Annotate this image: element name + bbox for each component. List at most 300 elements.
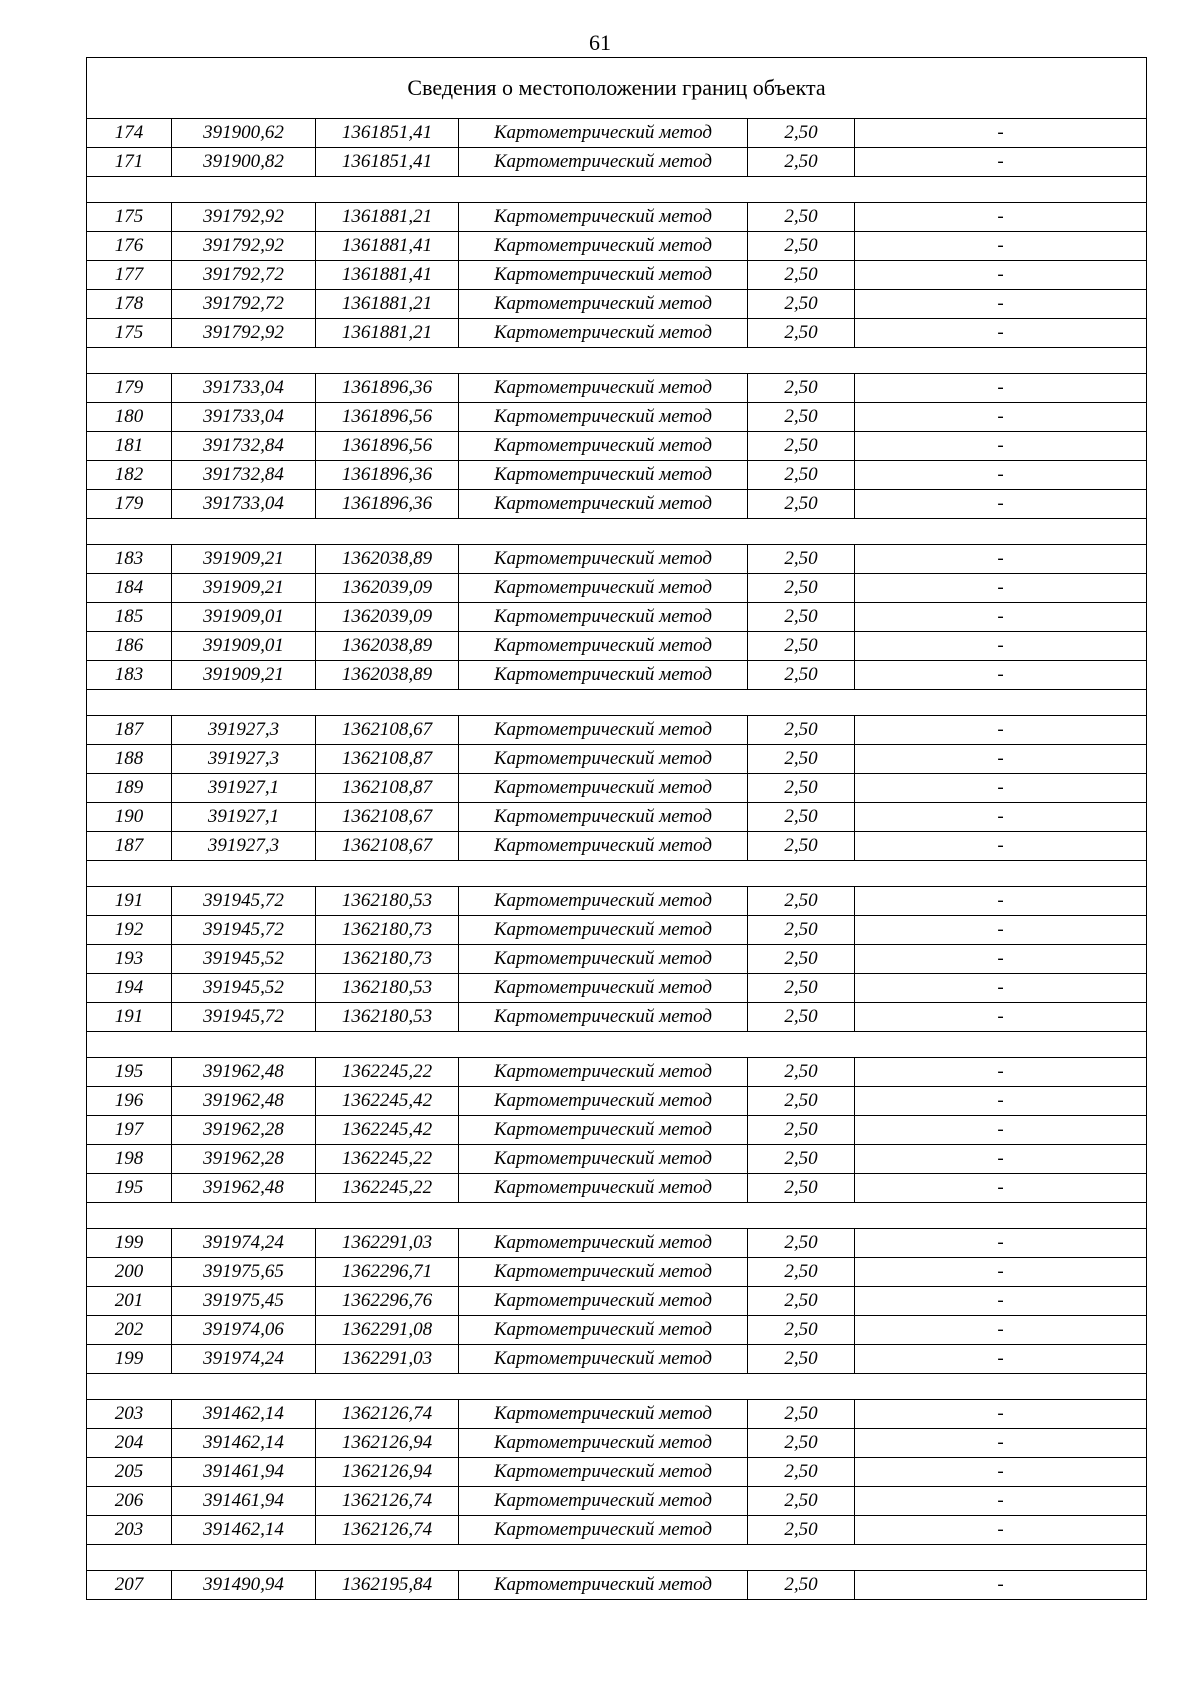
table-row — [87, 916, 1147, 945]
description-cell: - — [855, 1429, 1147, 1458]
y-coordinate-cell: 1362039,09 — [316, 574, 459, 603]
group-separator-row — [87, 1032, 1147, 1058]
method-cell: Картометрический метод — [459, 1516, 748, 1545]
y-coordinate-cell: 1362038,89 — [316, 632, 459, 661]
x-coordinate-cell: 391927,3 — [172, 716, 316, 745]
accuracy-cell: 2,50 — [748, 1316, 855, 1345]
table-row — [87, 1087, 1147, 1116]
point-number-cell: 179 — [87, 374, 172, 403]
table-row — [87, 632, 1147, 661]
accuracy-cell: 2,50 — [748, 1058, 855, 1087]
point-number-cell: 175 — [87, 203, 172, 232]
table-row — [87, 574, 1147, 603]
point-number-cell: 194 — [87, 974, 172, 1003]
x-coordinate-cell: 391974,24 — [172, 1229, 316, 1258]
point-number-cell: 181 — [87, 432, 172, 461]
point-number-cell: 204 — [87, 1429, 172, 1458]
y-coordinate-cell: 1361896,36 — [316, 374, 459, 403]
point-number-cell: 187 — [87, 716, 172, 745]
accuracy-cell: 2,50 — [748, 1003, 855, 1032]
point-number-cell: 207 — [87, 1571, 172, 1600]
y-coordinate-cell: 1361881,21 — [316, 319, 459, 348]
x-coordinate-cell: 391975,45 — [172, 1287, 316, 1316]
description-cell: - — [855, 945, 1147, 974]
x-coordinate-cell: 391909,21 — [172, 574, 316, 603]
group-separator-row — [87, 1374, 1147, 1400]
point-number-cell: 196 — [87, 1087, 172, 1116]
accuracy-cell: 2,50 — [748, 716, 855, 745]
accuracy-cell: 2,50 — [748, 832, 855, 861]
accuracy-cell: 2,50 — [748, 1145, 855, 1174]
method-cell: Картометрический метод — [459, 232, 748, 261]
description-cell: - — [855, 1316, 1147, 1345]
description-cell: - — [855, 203, 1147, 232]
y-coordinate-cell: 1362180,73 — [316, 945, 459, 974]
y-coordinate-cell: 1362126,94 — [316, 1458, 459, 1487]
method-cell: Картометрический метод — [459, 745, 748, 774]
point-number-cell: 202 — [87, 1316, 172, 1345]
description-cell: - — [855, 1345, 1147, 1374]
method-cell: Картометрический метод — [459, 661, 748, 690]
accuracy-cell: 2,50 — [748, 1116, 855, 1145]
accuracy-cell: 2,50 — [748, 1429, 855, 1458]
accuracy-cell: 2,50 — [748, 261, 855, 290]
x-coordinate-cell: 391945,72 — [172, 916, 316, 945]
x-coordinate-cell: 391909,21 — [172, 661, 316, 690]
accuracy-cell: 2,50 — [748, 290, 855, 319]
point-number-cell: 200 — [87, 1258, 172, 1287]
accuracy-cell: 2,50 — [748, 319, 855, 348]
method-cell: Картометрический метод — [459, 119, 748, 148]
description-cell: - — [855, 319, 1147, 348]
table-row — [87, 1058, 1147, 1087]
description-cell: - — [855, 545, 1147, 574]
x-coordinate-cell: 391974,06 — [172, 1316, 316, 1345]
table-row — [87, 1487, 1147, 1516]
group-separator-row — [87, 519, 1147, 545]
boundary-table — [86, 57, 1147, 1600]
description-cell: - — [855, 974, 1147, 1003]
method-cell: Картометрический метод — [459, 1258, 748, 1287]
method-cell: Картометрический метод — [459, 974, 748, 1003]
method-cell: Картометрический метод — [459, 945, 748, 974]
table-row — [87, 403, 1147, 432]
point-number-cell: 185 — [87, 603, 172, 632]
table-row — [87, 148, 1147, 177]
x-coordinate-cell: 391927,3 — [172, 745, 316, 774]
x-coordinate-cell: 391927,1 — [172, 803, 316, 832]
y-coordinate-cell: 1362296,71 — [316, 1258, 459, 1287]
x-coordinate-cell: 391962,48 — [172, 1058, 316, 1087]
accuracy-cell: 2,50 — [748, 1258, 855, 1287]
point-number-cell: 186 — [87, 632, 172, 661]
point-number-cell: 179 — [87, 490, 172, 519]
description-cell: - — [855, 1516, 1147, 1545]
method-cell: Картометрический метод — [459, 1116, 748, 1145]
method-cell: Картометрический метод — [459, 432, 748, 461]
x-coordinate-cell: 391792,92 — [172, 232, 316, 261]
y-coordinate-cell: 1361881,41 — [316, 232, 459, 261]
method-cell: Картометрический метод — [459, 319, 748, 348]
x-coordinate-cell: 391792,92 — [172, 319, 316, 348]
description-cell: - — [855, 774, 1147, 803]
table-row — [87, 1516, 1147, 1545]
method-cell: Картометрический метод — [459, 461, 748, 490]
separator-cell — [87, 861, 1147, 887]
y-coordinate-cell: 1362108,67 — [316, 716, 459, 745]
accuracy-cell: 2,50 — [748, 1087, 855, 1116]
y-coordinate-cell: 1362039,09 — [316, 603, 459, 632]
accuracy-cell: 2,50 — [748, 661, 855, 690]
accuracy-cell: 2,50 — [748, 1458, 855, 1487]
accuracy-cell: 2,50 — [748, 432, 855, 461]
accuracy-cell: 2,50 — [748, 603, 855, 632]
x-coordinate-cell: 391461,94 — [172, 1487, 316, 1516]
x-coordinate-cell: 391962,48 — [172, 1087, 316, 1116]
description-cell: - — [855, 403, 1147, 432]
point-number-cell: 203 — [87, 1516, 172, 1545]
description-cell: - — [855, 1058, 1147, 1087]
point-number-cell: 177 — [87, 261, 172, 290]
x-coordinate-cell: 391461,94 — [172, 1458, 316, 1487]
accuracy-cell: 2,50 — [748, 1516, 855, 1545]
boundary-table-container — [86, 57, 1146, 1600]
method-cell: Картометрический метод — [459, 148, 748, 177]
method-cell: Картометрический метод — [459, 574, 748, 603]
method-cell: Картометрический метод — [459, 290, 748, 319]
separator-cell — [87, 1203, 1147, 1229]
description-cell: - — [855, 887, 1147, 916]
table-row — [87, 1429, 1147, 1458]
method-cell: Картометрический метод — [459, 490, 748, 519]
accuracy-cell: 2,50 — [748, 374, 855, 403]
table-row — [87, 887, 1147, 916]
x-coordinate-cell: 391792,72 — [172, 290, 316, 319]
point-number-cell: 189 — [87, 774, 172, 803]
x-coordinate-cell: 391927,3 — [172, 832, 316, 861]
group-separator-row — [87, 861, 1147, 887]
x-coordinate-cell: 391945,52 — [172, 945, 316, 974]
point-number-cell: 184 — [87, 574, 172, 603]
point-number-cell: 198 — [87, 1145, 172, 1174]
x-coordinate-cell: 391945,72 — [172, 887, 316, 916]
y-coordinate-cell: 1362291,08 — [316, 1316, 459, 1345]
table-row — [87, 774, 1147, 803]
description-cell: - — [855, 232, 1147, 261]
accuracy-cell: 2,50 — [748, 403, 855, 432]
accuracy-cell: 2,50 — [748, 1400, 855, 1429]
table-row — [87, 716, 1147, 745]
point-number-cell: 195 — [87, 1174, 172, 1203]
method-cell: Картометрический метод — [459, 803, 748, 832]
method-cell: Картометрический метод — [459, 1087, 748, 1116]
y-coordinate-cell: 1362245,42 — [316, 1116, 459, 1145]
y-coordinate-cell: 1362245,22 — [316, 1174, 459, 1203]
x-coordinate-cell: 391490,94 — [172, 1571, 316, 1600]
page-number: 61 — [589, 30, 611, 55]
y-coordinate-cell: 1361851,41 — [316, 119, 459, 148]
description-cell: - — [855, 490, 1147, 519]
y-coordinate-cell: 1361896,36 — [316, 461, 459, 490]
x-coordinate-cell: 391732,84 — [172, 461, 316, 490]
point-number-cell: 180 — [87, 403, 172, 432]
y-coordinate-cell: 1362291,03 — [316, 1345, 459, 1374]
method-cell: Картометрический метод — [459, 632, 748, 661]
point-number-cell: 205 — [87, 1458, 172, 1487]
x-coordinate-cell: 391900,62 — [172, 119, 316, 148]
description-cell: - — [855, 603, 1147, 632]
accuracy-cell: 2,50 — [748, 745, 855, 774]
description-cell: - — [855, 574, 1147, 603]
table-row — [87, 945, 1147, 974]
point-number-cell: 192 — [87, 916, 172, 945]
description-cell: - — [855, 661, 1147, 690]
y-coordinate-cell: 1362245,42 — [316, 1087, 459, 1116]
y-coordinate-cell: 1361896,56 — [316, 403, 459, 432]
point-number-cell: 182 — [87, 461, 172, 490]
separator-cell — [87, 1545, 1147, 1571]
y-coordinate-cell: 1362180,53 — [316, 887, 459, 916]
x-coordinate-cell: 391909,01 — [172, 603, 316, 632]
accuracy-cell: 2,50 — [748, 148, 855, 177]
description-cell: - — [855, 1116, 1147, 1145]
method-cell: Картометрический метод — [459, 832, 748, 861]
y-coordinate-cell: 1362291,03 — [316, 1229, 459, 1258]
point-number-cell: 171 — [87, 148, 172, 177]
separator-cell — [87, 1374, 1147, 1400]
x-coordinate-cell: 391945,72 — [172, 1003, 316, 1032]
accuracy-cell: 2,50 — [748, 203, 855, 232]
table-row — [87, 232, 1147, 261]
table-row — [87, 203, 1147, 232]
table-row — [87, 1287, 1147, 1316]
y-coordinate-cell: 1362108,67 — [316, 832, 459, 861]
method-cell: Картометрический метод — [459, 603, 748, 632]
accuracy-cell: 2,50 — [748, 974, 855, 1003]
y-coordinate-cell: 1362180,73 — [316, 916, 459, 945]
table-row — [87, 1116, 1147, 1145]
x-coordinate-cell: 391732,84 — [172, 432, 316, 461]
table-body — [87, 119, 1147, 1600]
table-row — [87, 1400, 1147, 1429]
table-row — [87, 1145, 1147, 1174]
group-separator-row — [87, 690, 1147, 716]
accuracy-cell: 2,50 — [748, 490, 855, 519]
table-row — [87, 803, 1147, 832]
method-cell: Картометрический метод — [459, 261, 748, 290]
description-cell: - — [855, 1287, 1147, 1316]
y-coordinate-cell: 1361881,21 — [316, 290, 459, 319]
accuracy-cell: 2,50 — [748, 574, 855, 603]
table-row — [87, 1229, 1147, 1258]
accuracy-cell: 2,50 — [748, 461, 855, 490]
table-row — [87, 490, 1147, 519]
accuracy-cell: 2,50 — [748, 887, 855, 916]
y-coordinate-cell: 1361881,21 — [316, 203, 459, 232]
point-number-cell: 199 — [87, 1345, 172, 1374]
x-coordinate-cell: 391792,72 — [172, 261, 316, 290]
y-coordinate-cell: 1361881,41 — [316, 261, 459, 290]
table-row — [87, 119, 1147, 148]
accuracy-cell: 2,50 — [748, 945, 855, 974]
method-cell: Картометрический метод — [459, 203, 748, 232]
x-coordinate-cell: 391962,48 — [172, 1174, 316, 1203]
description-cell: - — [855, 1258, 1147, 1287]
y-coordinate-cell: 1362126,74 — [316, 1487, 459, 1516]
table-row — [87, 974, 1147, 1003]
description-cell: - — [855, 1400, 1147, 1429]
y-coordinate-cell: 1362038,89 — [316, 661, 459, 690]
table-row — [87, 832, 1147, 861]
method-cell: Картометрический метод — [459, 1174, 748, 1203]
point-number-cell: 183 — [87, 661, 172, 690]
y-coordinate-cell: 1361896,36 — [316, 490, 459, 519]
method-cell: Картометрический метод — [459, 1429, 748, 1458]
y-coordinate-cell: 1361896,56 — [316, 432, 459, 461]
method-cell: Картометрический метод — [459, 1287, 748, 1316]
table-row — [87, 261, 1147, 290]
x-coordinate-cell: 391962,28 — [172, 1116, 316, 1145]
point-number-cell: 188 — [87, 745, 172, 774]
point-number-cell: 178 — [87, 290, 172, 319]
table-row — [87, 1258, 1147, 1287]
separator-cell — [87, 1032, 1147, 1058]
method-cell: Картометрический метод — [459, 774, 748, 803]
method-cell: Картометрический метод — [459, 1145, 748, 1174]
accuracy-cell: 2,50 — [748, 1229, 855, 1258]
table-row — [87, 319, 1147, 348]
point-number-cell: 174 — [87, 119, 172, 148]
x-coordinate-cell: 391909,01 — [172, 632, 316, 661]
point-number-cell: 197 — [87, 1116, 172, 1145]
point-number-cell: 199 — [87, 1229, 172, 1258]
method-cell: Картометрический метод — [459, 1487, 748, 1516]
table-row — [87, 461, 1147, 490]
x-coordinate-cell: 391462,14 — [172, 1429, 316, 1458]
accuracy-cell: 2,50 — [748, 1287, 855, 1316]
group-separator-row — [87, 1545, 1147, 1571]
separator-cell — [87, 690, 1147, 716]
method-cell: Картометрический метод — [459, 1458, 748, 1487]
description-cell: - — [855, 1458, 1147, 1487]
x-coordinate-cell: 391975,65 — [172, 1258, 316, 1287]
description-cell: - — [855, 832, 1147, 861]
description-cell: - — [855, 374, 1147, 403]
method-cell: Картометрический метод — [459, 1316, 748, 1345]
table-row — [87, 1174, 1147, 1203]
method-cell: Картометрический метод — [459, 403, 748, 432]
table-title: Сведения о местоположении границ объекта — [87, 58, 1147, 119]
x-coordinate-cell: 391909,21 — [172, 545, 316, 574]
point-number-cell: 191 — [87, 887, 172, 916]
method-cell: Картометрический метод — [459, 1400, 748, 1429]
method-cell: Картометрический метод — [459, 374, 748, 403]
description-cell: - — [855, 1229, 1147, 1258]
description-cell: - — [855, 1174, 1147, 1203]
y-coordinate-cell: 1362296,76 — [316, 1287, 459, 1316]
method-cell: Картометрический метод — [459, 716, 748, 745]
accuracy-cell: 2,50 — [748, 1174, 855, 1203]
description-cell: - — [855, 119, 1147, 148]
accuracy-cell: 2,50 — [748, 774, 855, 803]
accuracy-cell: 2,50 — [748, 1571, 855, 1600]
y-coordinate-cell: 1362195,84 — [316, 1571, 459, 1600]
x-coordinate-cell: 391462,14 — [172, 1400, 316, 1429]
method-cell: Картометрический метод — [459, 1058, 748, 1087]
x-coordinate-cell: 391945,52 — [172, 974, 316, 1003]
y-coordinate-cell: 1362126,74 — [316, 1516, 459, 1545]
method-cell: Картометрический метод — [459, 1345, 748, 1374]
method-cell: Картометрический метод — [459, 1571, 748, 1600]
group-separator-row — [87, 348, 1147, 374]
x-coordinate-cell: 391792,92 — [172, 203, 316, 232]
description-cell: - — [855, 432, 1147, 461]
description-cell: - — [855, 290, 1147, 319]
description-cell: - — [855, 916, 1147, 945]
x-coordinate-cell: 391733,04 — [172, 374, 316, 403]
table-row — [87, 1345, 1147, 1374]
description-cell: - — [855, 803, 1147, 832]
y-coordinate-cell: 1362108,87 — [316, 774, 459, 803]
x-coordinate-cell: 391962,28 — [172, 1145, 316, 1174]
group-separator-row — [87, 177, 1147, 203]
method-cell: Картометрический метод — [459, 545, 748, 574]
description-cell: - — [855, 632, 1147, 661]
y-coordinate-cell: 1362180,53 — [316, 974, 459, 1003]
description-cell: - — [855, 1003, 1147, 1032]
point-number-cell: 176 — [87, 232, 172, 261]
x-coordinate-cell: 391900,82 — [172, 148, 316, 177]
point-number-cell: 190 — [87, 803, 172, 832]
table-row — [87, 1571, 1147, 1600]
point-number-cell: 187 — [87, 832, 172, 861]
y-coordinate-cell: 1362245,22 — [316, 1058, 459, 1087]
description-cell: - — [855, 1487, 1147, 1516]
table-row — [87, 745, 1147, 774]
separator-cell — [87, 519, 1147, 545]
accuracy-cell: 2,50 — [748, 632, 855, 661]
separator-cell — [87, 177, 1147, 203]
x-coordinate-cell: 391974,24 — [172, 1345, 316, 1374]
x-coordinate-cell: 391733,04 — [172, 403, 316, 432]
point-number-cell: 203 — [87, 1400, 172, 1429]
table-row — [87, 1003, 1147, 1032]
table-row — [87, 1316, 1147, 1345]
x-coordinate-cell: 391927,1 — [172, 774, 316, 803]
table-row — [87, 432, 1147, 461]
y-coordinate-cell: 1362108,87 — [316, 745, 459, 774]
table-row — [87, 374, 1147, 403]
method-cell: Картометрический метод — [459, 1229, 748, 1258]
description-cell: - — [855, 461, 1147, 490]
accuracy-cell: 2,50 — [748, 1487, 855, 1516]
accuracy-cell: 2,50 — [748, 119, 855, 148]
accuracy-cell: 2,50 — [748, 803, 855, 832]
description-cell: - — [855, 716, 1147, 745]
y-coordinate-cell: 1361851,41 — [316, 148, 459, 177]
method-cell: Картометрический метод — [459, 916, 748, 945]
point-number-cell: 175 — [87, 319, 172, 348]
point-number-cell: 201 — [87, 1287, 172, 1316]
method-cell: Картометрический метод — [459, 887, 748, 916]
point-number-cell: 195 — [87, 1058, 172, 1087]
table-row — [87, 545, 1147, 574]
point-number-cell: 193 — [87, 945, 172, 974]
y-coordinate-cell: 1362245,22 — [316, 1145, 459, 1174]
separator-cell — [87, 348, 1147, 374]
y-coordinate-cell: 1362038,89 — [316, 545, 459, 574]
y-coordinate-cell: 1362126,94 — [316, 1429, 459, 1458]
